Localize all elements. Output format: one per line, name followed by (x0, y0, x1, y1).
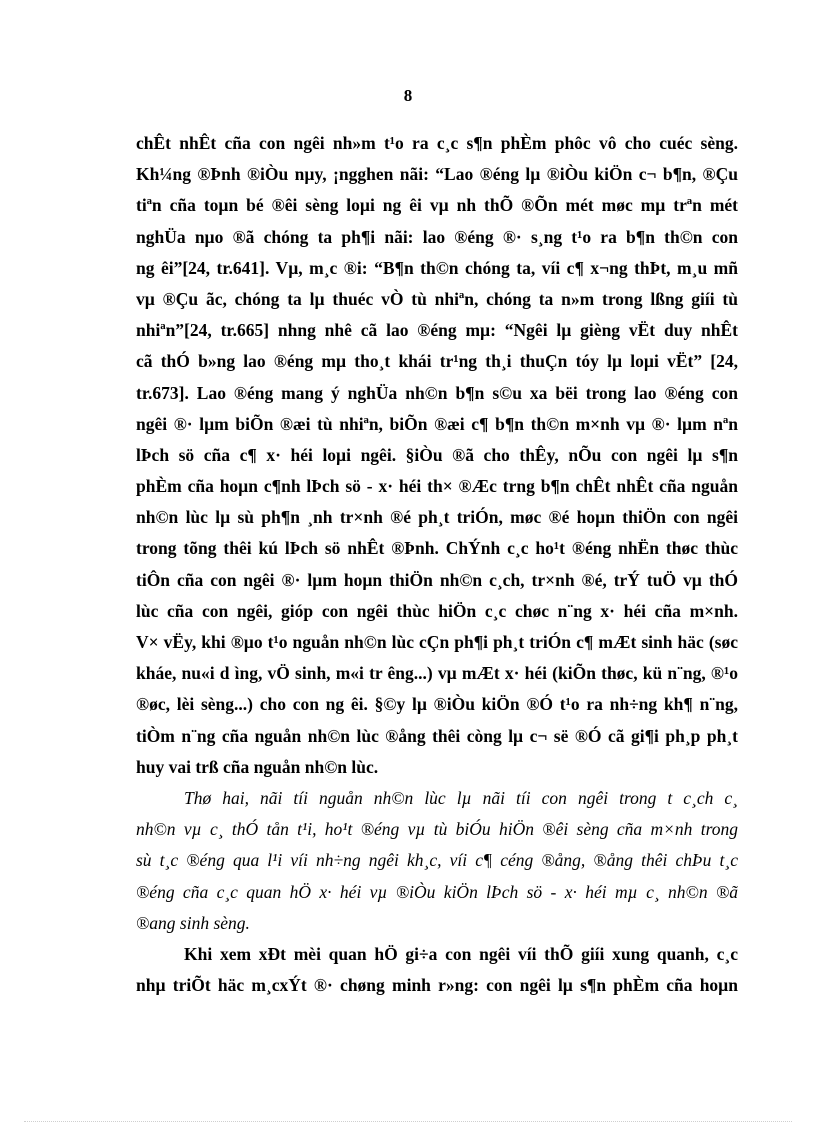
paragraph-2-line: Thø hai, nãi tíi nguån nh©n lùc lµ nãi tíi con ngêi trong t c¸ch c¸ (184, 787, 738, 808)
paragraph-1-line: huy vai trß cña nguån nh©n lùc. (136, 756, 379, 777)
body-text (136, 128, 738, 1001)
paragraph-1-line: Kh¼ng ®Þnh ®iÒu nµy, ¡ngghen nãi: “Lao ®éng lµ ®iÒu kiÖn c¬ b¶n, ®Çu (136, 164, 738, 185)
paragraph-1-line: cã thÓ b»ng lao ®éng mµ tho¸t khái tr¹ng th¸i thuÇn tóy lµ loµi vËt” [24, (136, 351, 738, 372)
footer-dotted-rule (24, 1121, 792, 1122)
paragraph-1-line: ng êi”[24, tr.641]. Vµ, m¸c ®i: “B¶n th©n chóng ta, víi c¶ x¬ng thÞt, m¸u mñ (136, 257, 738, 278)
paragraph-1-line: trong tõng thêi kú lÞch sö nhÊt ®Þnh. ChÝnh c¸c ho¹t ®éng nhËn thøc thùc (136, 538, 738, 559)
page-number: 8 (403, 86, 413, 105)
paragraph-1-line: nghÜa nµo ®ã chóng ta ph¶i nãi: lao ®éng ®· s¸ng t¹o ra b¶n th©n con (136, 226, 738, 247)
paragraph-1-line: tiªn cña toµn bé ®êi sèng loµi ng êi vµ nh thÕ ®Õn mét møc mµ trªn mét (136, 195, 738, 216)
paragraph-1-line: nh©n lùc lµ sù ph¶n ¸nh tr×nh ®é ph¸t triÓn, møc ®é hoµn thiÖn con ngêi (136, 507, 738, 528)
paragraph-1-line: nhiªn”[24, tr.665] nhng nhê cã lao ®éng mµ: “Ngêi lµ gièng vËt duy nhÊt (136, 320, 738, 341)
paragraph-3-line: Khi xem xÐt mèi quan hÖ gi÷a con ngêi víi thÕ giíi xung quanh, c¸c (184, 943, 738, 964)
paragraph-1-line: V× vËy, khi ®µo t¹o nguån nh©n lùc cÇn ph¶i ph¸t triÓn c¶ mÆt sinh häc (søc (136, 632, 738, 652)
paragraph-1-line: lùc cña con ngêi, gióp con ngêi thùc hiÖn c¸c chøc n¨ng x· héi cña m×nh. (136, 600, 738, 621)
paragraph-1-line: lÞch sö cña c¶ x· héi loµi ngêi. §iÒu ®ã cho thÊy, nÕu con ngêi lµ s¶n (136, 444, 738, 465)
paragraph-1-line: tiÔn cña con ngêi ®· lµm hoµn thiÖn nh©n c¸ch, tr×nh ®é, trÝ tuÖ vµ thÓ (136, 569, 738, 590)
paragraph-2-line: nh©n vµ c¸ thÓ tån t¹i, ho¹t ®éng vµ tù biÓu hiÖn ®êi sèng cña m×nh trong (136, 819, 738, 840)
paragraph-2-line: ®ang sinh sèng. (136, 912, 250, 933)
paragraph-2-line: sù t¸c ®éng qua l¹i víi nh÷ng ngêi kh¸c, víi c¶ céng ®ång, ®ång thêi chÞu t¸c (136, 850, 738, 871)
paragraph-1-line: phÈm cña hoµn c¶nh lÞch sö - x· héi th× ®Æc trng b¶n chÊt nhÊt cña nguån (136, 476, 738, 497)
paragraph-1-line: tr.673]. Lao ®éng mang ý nghÜa nh©n b¶n s©u xa bëi trong lao ®éng con (136, 382, 738, 403)
paragraph-1-line: kháe, nu«i d ìng, vÖ sinh, m«i tr êng...) vµ mÆt x· héi (kiÕn thøc, kü n¨ng, ®¹o (136, 663, 738, 684)
paragraph-1-line: vµ ®Çu ãc, chóng ta lµ thuéc vÒ tù nhiªn, chóng ta n»m trong lßng giíi tù (136, 288, 738, 309)
paragraph-1-line: tiÒm n¨ng cña nguån nh©n lùc ®ång thêi còng lµ c¬ së ®Ó cã gi¶i ph¸p ph¸t (136, 725, 738, 746)
paragraph-1-line: chÊt nhÊt cña con ngêi nh»m t¹o ra c¸c s¶n phÈm phôc vô cho cuéc sèng. (136, 133, 738, 153)
paragraph-1-line: ngêi ®· lµm biÕn ®æi tù nhiªn, biÕn ®æi c¶ b¶n th©n m×nh vµ ®· lµm nªn (136, 413, 738, 434)
paragraph-2-line: ®éng cña c¸c quan hÖ x· héi vµ ®iÒu kiÖn lÞch sö - x· héi mµ c¸ nh©n ®ã (136, 881, 738, 902)
paragraph-3-line: nhµ triÕt häc m¸cxÝt ®· chøng minh r»ng: con ngêi lµ s¶n phÈm cña hoµn (136, 975, 738, 996)
paragraph-1-line: ®øc, lèi sèng...) cho con ng êi. §©y lµ ®iÒu kiÖn ®Ó t¹o ra nh÷ng kh¶ n¨ng, (136, 694, 738, 715)
